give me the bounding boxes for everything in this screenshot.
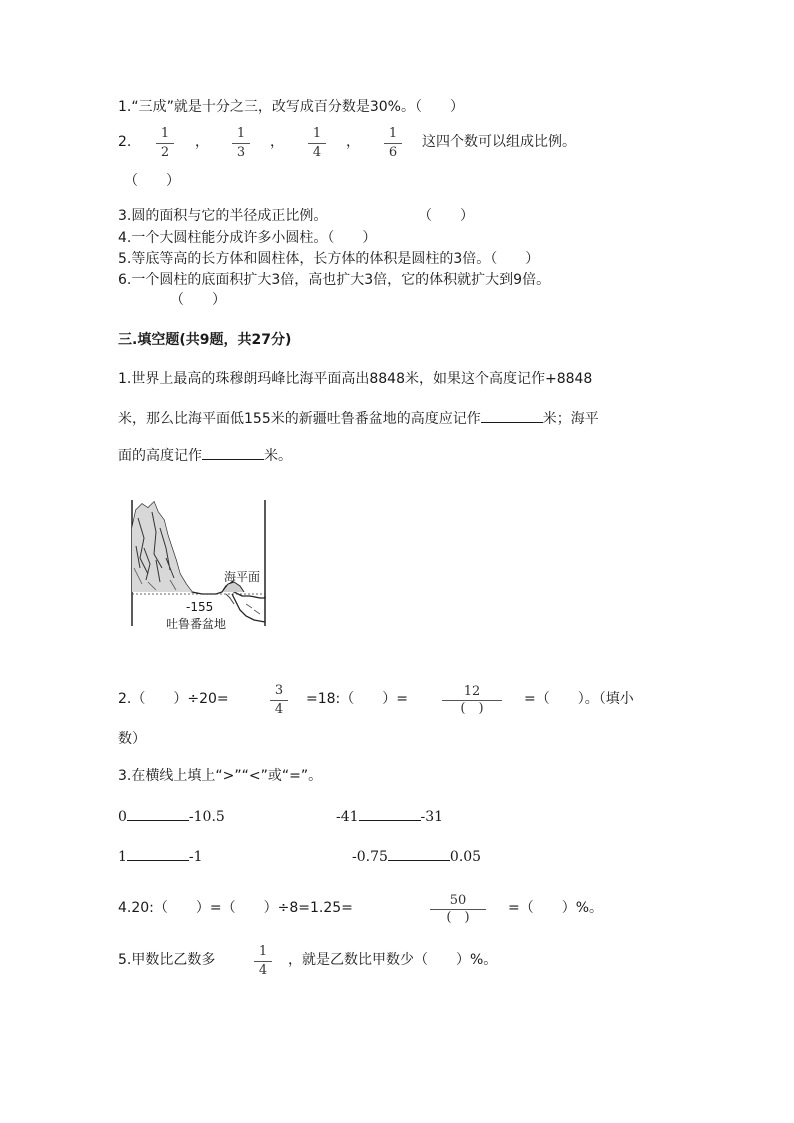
judge-q1: 1.“三成”就是十分之三，改写成百分数是30%。（ ） bbox=[118, 99, 464, 115]
fill-q1-line3: 面的高度记作 米。 bbox=[118, 445, 292, 465]
fraction-1-6: 1 6 bbox=[382, 126, 404, 161]
fraction-1-3: 1 3 bbox=[230, 126, 252, 161]
sea-level-label: 海平面 bbox=[224, 570, 261, 584]
compare-item: 0 -10.5 bbox=[118, 806, 225, 826]
fraction-12-blank: 12 ( ) bbox=[442, 684, 502, 717]
answer-blank[interactable] bbox=[202, 445, 264, 460]
section-heading: 三.填空题(共9题，共27分) bbox=[118, 332, 292, 348]
judge-q3: 3.圆的面积与它的半径成正比例。 bbox=[118, 208, 328, 224]
judge-q4: 4.一个大圆柱能分成许多小圆柱。（ ） bbox=[118, 230, 377, 246]
fill-q2-part-a: 2.（ ）÷20= bbox=[118, 691, 229, 707]
judge-q2-text: 这四个数可以组成比例。 bbox=[422, 134, 576, 150]
fraction-1-4: 1 4 bbox=[306, 126, 328, 161]
fill-q5-part-b: ，就是乙数比甲数少（ ）%。 bbox=[288, 952, 498, 968]
answer-blank[interactable] bbox=[388, 846, 450, 861]
comma: ， bbox=[195, 134, 209, 150]
judge-q3-paren: （ ） bbox=[418, 208, 474, 224]
answer-blank[interactable] bbox=[127, 846, 189, 861]
fill-q1-line2: 米，那么比海平面低155米的新疆吐鲁番盆地的高度应记作 米；海平 bbox=[118, 408, 599, 428]
compare-item: 1 -1 bbox=[118, 846, 203, 866]
fraction-1-4: 1 4 bbox=[252, 944, 274, 979]
fill-q4-part-a: 4.20:（ ）=（ ）÷8=1.25= bbox=[118, 900, 353, 916]
fill-q4-part-b: =（ ）%。 bbox=[508, 900, 604, 916]
answer-blank[interactable] bbox=[359, 806, 421, 821]
fill-q2-part-b: =18:（ ）= bbox=[306, 691, 408, 707]
depth-label: -155 bbox=[186, 600, 214, 614]
fill-q2-line2: 数） bbox=[118, 731, 146, 747]
judge-q5: 5.等底等高的长方体和圆柱体，长方体的体积是圆柱的3倍。（ ） bbox=[118, 251, 540, 267]
compare-item: -0.75 0.05 bbox=[352, 846, 481, 866]
fill-q3-instruction: 3.在横线上填上“>”“<”或“=”。 bbox=[118, 768, 323, 784]
fill-q1-line1: 1.世界上最高的珠穆朗玛峰比海平面高出8848米，如果这个高度记作+8848 bbox=[118, 371, 593, 387]
comma: ， bbox=[346, 134, 360, 150]
answer-blank[interactable] bbox=[481, 408, 543, 423]
compare-item: -41 -31 bbox=[336, 806, 443, 826]
answer-blank[interactable] bbox=[127, 806, 189, 821]
comma: ， bbox=[270, 134, 284, 150]
fraction-50-blank: 50 ( ) bbox=[430, 893, 486, 926]
judge-q2-paren: （ ） bbox=[124, 173, 180, 189]
fraction-1-2: 1 2 bbox=[154, 126, 176, 161]
fill-q5-part-a: 5.甲数比乙数多 bbox=[118, 952, 216, 968]
basin-label: 吐鲁番盆地 bbox=[166, 617, 227, 631]
fraction-3-4: 3 4 bbox=[268, 683, 290, 718]
fill-q2-part-c: =（ ）。（填小 bbox=[524, 691, 634, 707]
judge-q6: 6.一个圆柱的底面积扩大3倍，高也扩大3倍，它的体积就扩大到9倍。 bbox=[118, 272, 551, 288]
basin-figure bbox=[126, 498, 271, 633]
judge-q2-number: 2. bbox=[118, 134, 132, 150]
judge-q6-paren: （ ） bbox=[170, 292, 226, 308]
